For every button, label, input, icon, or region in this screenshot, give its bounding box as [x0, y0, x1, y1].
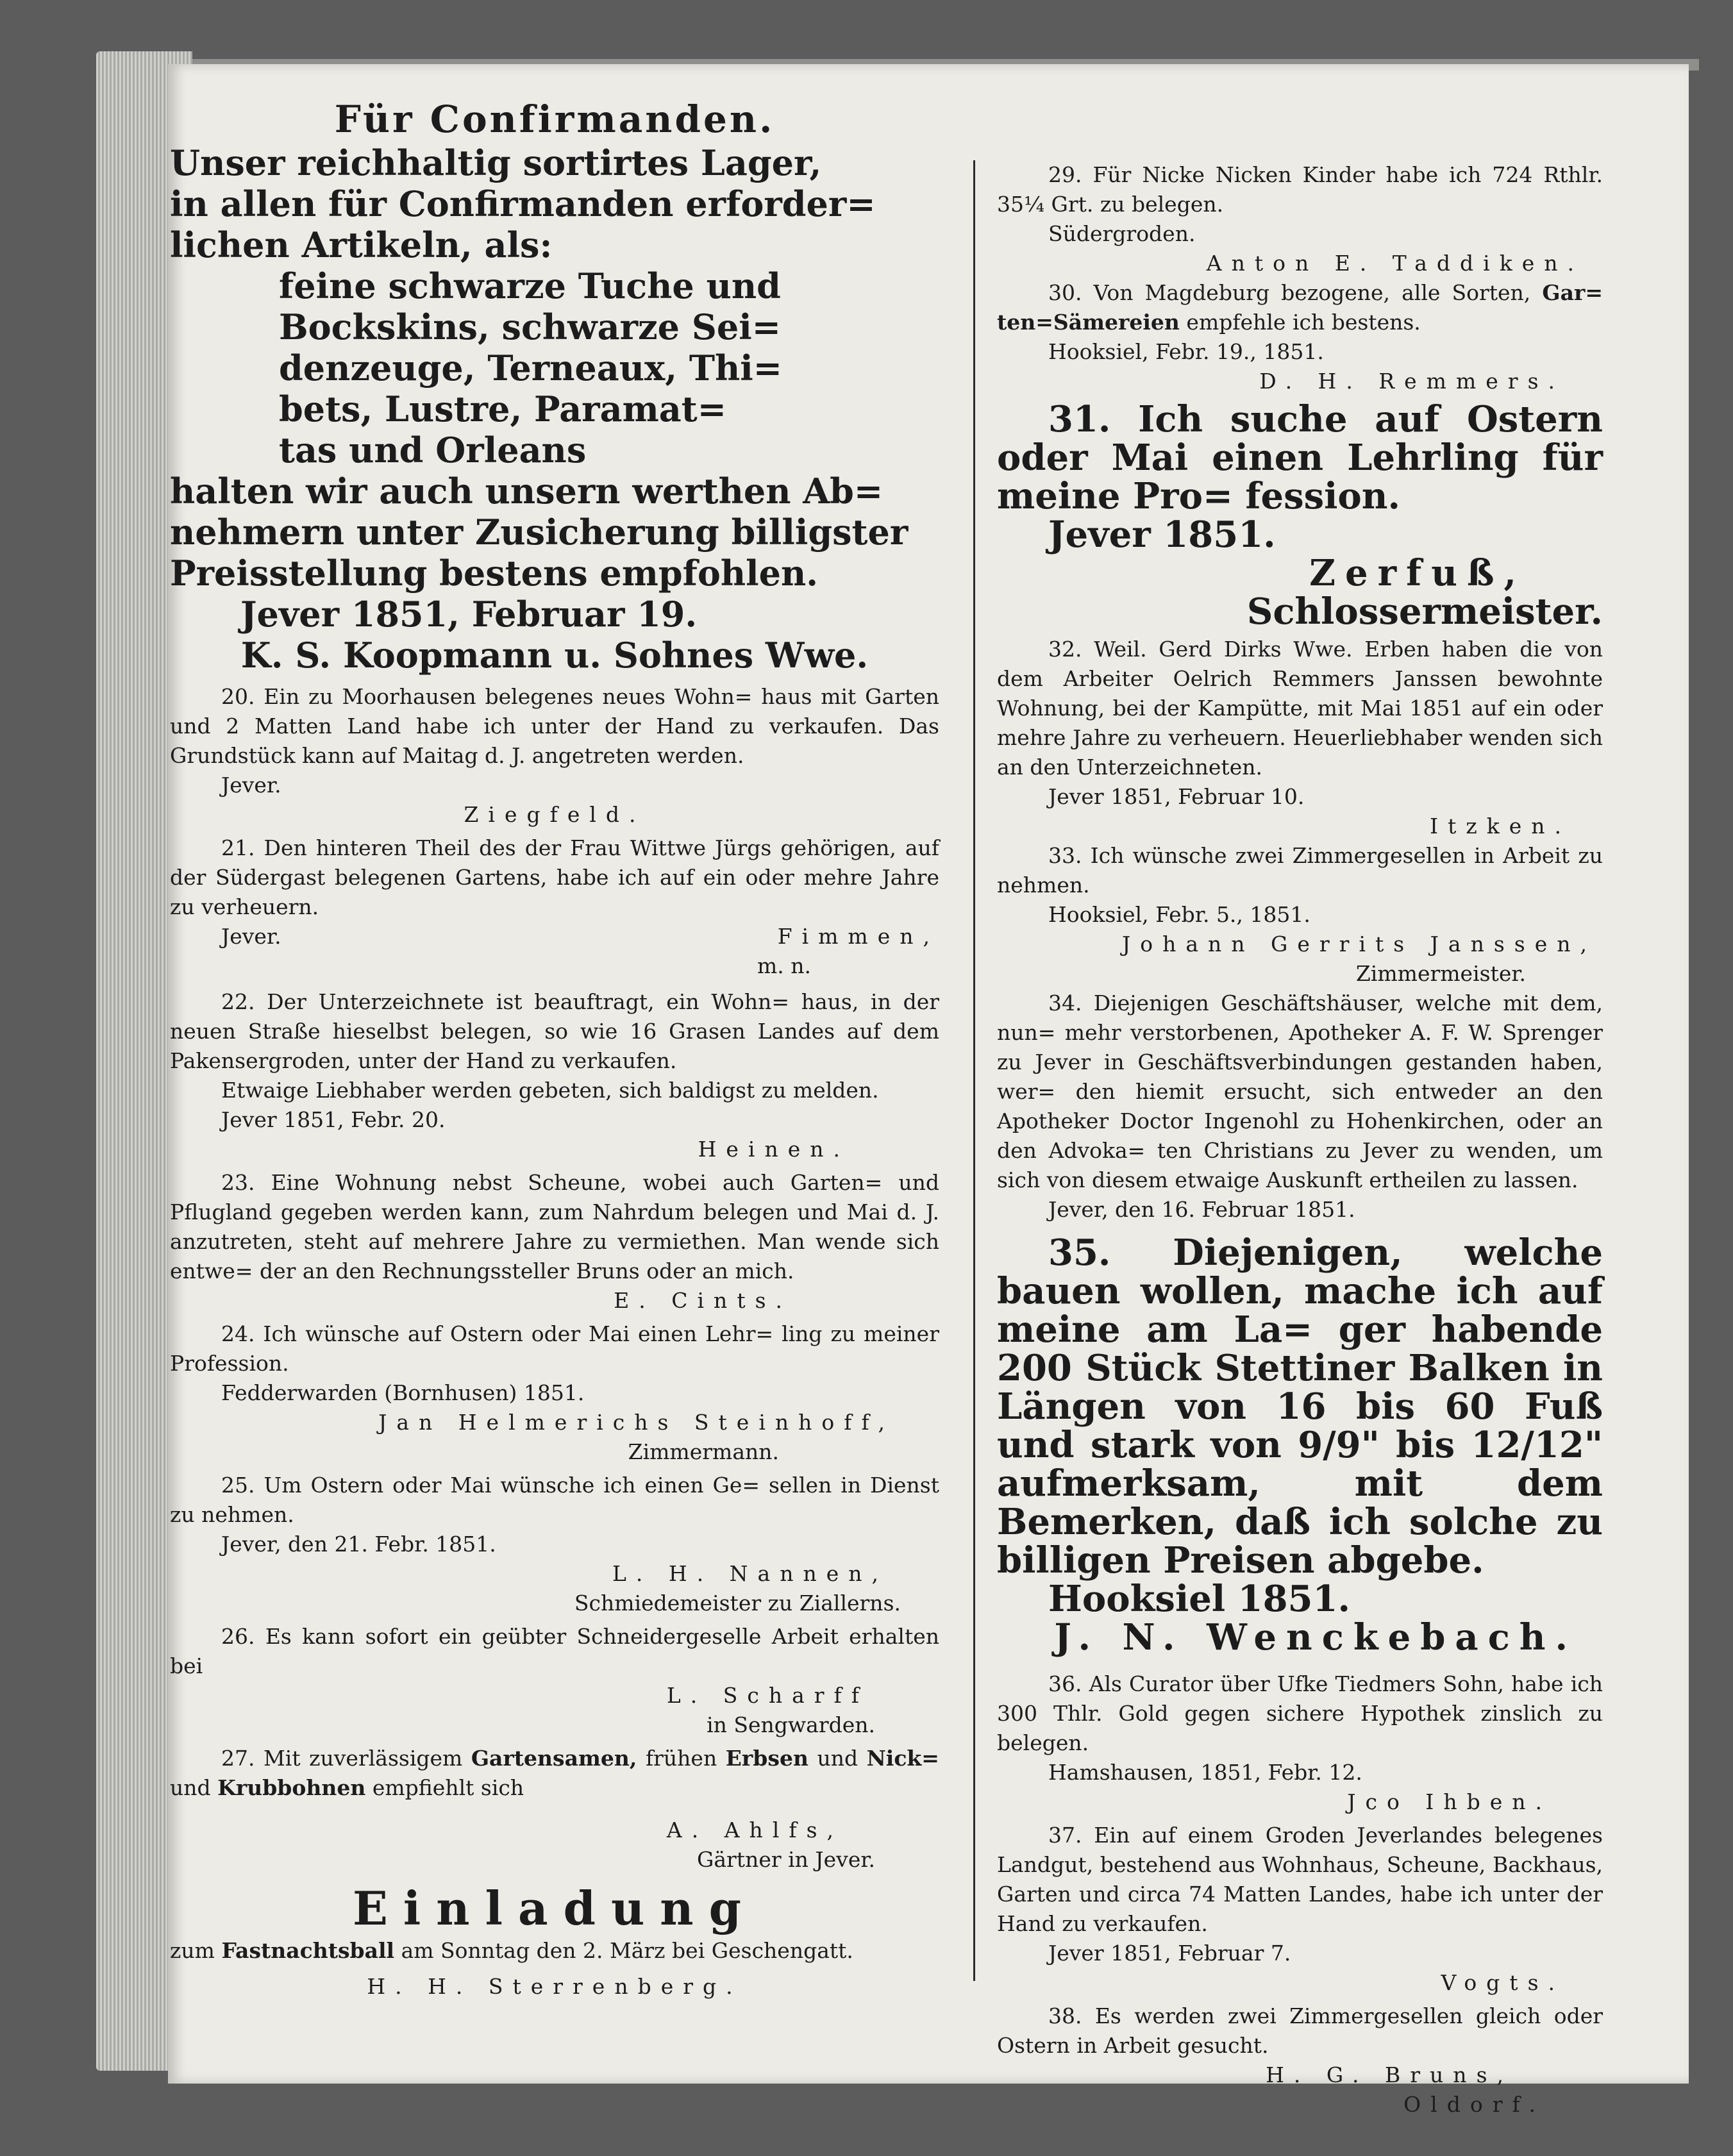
ad-30-text — [997, 278, 1603, 337]
ad-31-signature: Zerfuß, — [1309, 552, 1526, 594]
ad-29-signature: Anton E. Taddiken. — [1206, 251, 1584, 276]
ad-20-text: 20. Ein zu Moorhausen belegenes neues Wohn= haus mit Garten und 2 Matten Land habe ich unter der Hand zu verkaufen. Das Grundstück kann auf Maitag d. J. angetreten werden. — [170, 684, 939, 768]
column-divider — [973, 160, 975, 1981]
ad-27-bold-2: Erbsen — [725, 1746, 808, 1771]
ad-38-signature-2: Oldorf. — [1403, 2092, 1545, 2117]
ad-31-text: 31. Ich suche auf Ostern oder Mai einen Lehrling für meine Pro= fession. — [997, 398, 1603, 517]
ad-24-signature-2: Zimmermann. — [628, 1439, 779, 1464]
confirmanden-line-2: in allen für Confirmanden erforder= — [170, 183, 876, 224]
ad-31-signature-2: Schlossermeister. — [1246, 590, 1603, 633]
ad-29-place: Südergroden. — [1048, 221, 1196, 246]
ad-33-date: Hooksiel, Febr. 5., 1851. — [1048, 902, 1310, 927]
confirmanden-line-6: denzeuge, Terneaux, Thi= — [279, 347, 783, 389]
ad-24-date: Fedderwarden (Bornhusen) 1851. — [221, 1380, 585, 1405]
ad-21-text: 21. Den hinteren Theil des der Frau Wittwe Jürgs gehörigen, auf der Südergast belegenen Gartens, habe ich auf ein oder mehre Jahre zu verheuern. — [170, 835, 939, 919]
ad-27-text-4: empfiehlt sich — [372, 1775, 524, 1800]
ad-26-signature: L. Scharff — [666, 1683, 869, 1708]
right-column — [997, 96, 1603, 2119]
ad-36-date: Hamshausen, 1851, Febr. 12. — [1048, 1760, 1362, 1785]
ad-30-signature: D. H. Remmers. — [1259, 369, 1564, 394]
einladung-ad — [170, 1881, 939, 2001]
einladung-bold: Fastnachtsball — [221, 1938, 395, 1963]
ad-26-signature-2: in Sengwarden. — [707, 1712, 875, 1737]
ad-22-text: 22. Der Unterzeichnete ist beauftragt, ein Wohn= haus, in der neuen Straße hieselbst belegen, so wie 16 Grasen Landes auf dem Pakensergroden, unter der Hand zu verkaufen. — [170, 989, 939, 1073]
ad-27-text-1: frühen — [645, 1746, 717, 1771]
ad-33-signature: Johann Gerrits Janssen, — [1121, 932, 1596, 957]
ad-32-date: Jever 1851, Februar 10. — [1048, 784, 1305, 809]
einladung-text — [170, 1936, 939, 1966]
ad-27-num: 27. Mit zuverlässigem — [221, 1746, 463, 1771]
ad-23-text: 23. Eine Wohnung nebst Scheune, wobei auch Garten= und Pflugland gegeben werden kann, zum Nahrdum belegen und Mai d. J. anzutreten, steht auf mehrere Jahre zu vermiethen. Man wende sich entwe= der an den Rechnungssteller Bruns oder an mich. — [170, 1170, 939, 1283]
confirmanden-line-10: nehmern unter Zusicherung billigster — [170, 512, 908, 553]
ad-36-signature: Jco Ihben. — [1347, 1789, 1552, 1814]
confirmanden-line-4: feine schwarze Tuche und — [279, 265, 781, 306]
ad-35-signature: J. N. Wenckebach. — [1054, 1616, 1577, 1659]
ad-24-signature: Jan Helmerichs Steinhoff, — [378, 1410, 894, 1435]
ad-30-bold: Gar= ten=Sämereien — [997, 280, 1603, 335]
confirmanden-line-1: Unser reichhaltig sortirtes Lager, — [170, 142, 822, 183]
ad-27-signature: A. Ahlfs, — [666, 1818, 843, 1843]
ad-36-text: 36. Als Curator über Ufke Tiedmers Sohn, habe ich 300 Thlr. Gold gegen sichere Hypothek zinslich zu belegen. — [997, 1671, 1603, 1755]
ad-37-date: Jever 1851, Februar 7. — [1048, 1941, 1291, 1966]
ad-35-text-1: 35. Diejenigen, welche bauen wollen, mache ich auf meine am La= ger habende — [997, 1232, 1603, 1351]
ad-30-text-2: empfehle ich bestens. — [1186, 310, 1421, 335]
ad-27-text-3: und — [170, 1775, 211, 1800]
ad-25-date: Jever, den 21. Febr. 1851. — [221, 1532, 496, 1557]
ad-33-signature-2: Zimmermeister. — [1355, 961, 1526, 986]
ad-37-text: 37. Ein auf einem Groden Jeverlandes belegenes Landgut, bestehend aus Wohnhaus, Scheune, Backhaus, Garten und circa 74 Matten Landes, habe ich unter der Hand zu verkaufen. — [997, 1823, 1603, 1936]
confirmanden-line-3: lichen Artikeln, als: — [170, 224, 553, 265]
confirmanden-line-8: tas und Orleans — [279, 430, 587, 471]
ad-35-text-2: in Längen von 16 bis 60 Fuß und stark von 9/9" bis 12/12" aufmerksam, mit dem Bemerken, daß ich solche zu billigen Preisen abgebe. — [997, 1347, 1603, 1582]
ad-27-bold-4: Krubbohnen — [217, 1775, 366, 1800]
ad-27-signature-2: Gärtner in Jever. — [697, 1847, 875, 1872]
ad-20-signature: Ziegfeld. — [464, 802, 646, 827]
ad-25-text: 25. Um Ostern oder Mai wünsche ich einen Ge= sellen in Dienst zu nehmen. — [170, 1473, 939, 1527]
confirmanden-line-9: halten wir auch unsern werthen Ab= — [170, 471, 883, 512]
ad-30-date: Hooksiel, Febr. 19., 1851. — [1048, 339, 1324, 364]
ad-27-text-2: und — [817, 1746, 858, 1771]
ad-26-text: 26. Es kann sofort ein geübter Schneidergeselle Arbeit erhalten bei — [170, 1624, 939, 1678]
ad-35-bold: 200 Stück Stettiner Balken — [997, 1347, 1550, 1389]
ad-27-bold-3: Nick= — [866, 1746, 939, 1771]
confirmanden-line-11: Preisstellung bestens empfohlen. — [170, 553, 819, 594]
ad-27-bold-1: Gartensamen, — [471, 1746, 637, 1771]
ad-25-signature-2: Schmiedemeister zu Ziallerns. — [574, 1591, 901, 1616]
confirmanden-date: Jever 1851, Februar 19. — [240, 594, 698, 635]
einladung-signature: H. H. Sterrenberg. — [367, 1974, 742, 1999]
left-column — [170, 96, 939, 2001]
confirmanden-line-7: bets, Lustre, Paramat= — [279, 389, 726, 430]
einladung-text-1: zum — [170, 1938, 215, 1963]
ad-30-text-1: 30. Von Magdeburg bezogene, alle Sorten, — [1048, 280, 1531, 305]
ad-34-text: 34. Diejenigen Geschäftshäuser, welche mit dem, nun= mehr verstorbenen, Apotheker A. F. W. Sprenger zu Jever in Geschäftsverbindungen gestanden haben, wer= den hiemit ersucht, sich entweder an den Apotheker Doctor Ingenohl zu Hohenkirchen, oder an den Advoka= ten Christians zu Jever zu wenden, um sich von diesem etwaige Auskunft ertheilen zu lassen. — [997, 990, 1603, 1192]
ad-21-place: Jever. — [221, 924, 281, 949]
ad-22-signature: Heinen. — [698, 1137, 850, 1162]
einladung-text-2: am Sonntag den 2. März bei Geschengatt. — [401, 1938, 853, 1963]
ad-35-text — [997, 1233, 1603, 1580]
ad-35-date: Hooksiel 1851. — [1048, 1578, 1350, 1620]
ad-32-text: 32. Weil. Gerd Dirks Wwe. Erben haben die von dem Arbeiter Oelrich Remmers Janssen bewohnte Wohnung, bei der Kampütte, mit Mai 1851 auf ein oder mehre Jahre zu verheuern. Heuerliebhaber wenden sich an den Unterzeichneten. — [997, 637, 1603, 780]
confirmanden-signature: K. S. Koopmann u. Sohnes Wwe. — [240, 635, 869, 676]
ad-37-signature: Vogts. — [1441, 1970, 1564, 1995]
ad-31-date: Jever 1851. — [1048, 514, 1276, 556]
ad-38-signature: H. G. Bruns, — [1266, 2062, 1513, 2087]
confirmanden-line-5: Bockskins, schwarze Sei= — [279, 306, 781, 347]
ad-23-signature: E. Cints. — [614, 1288, 792, 1313]
ad-24-text: 24. Ich wünsche auf Ostern oder Mai einen Lehr= ling zu meiner Profession. — [170, 1321, 939, 1376]
ad-27-text — [170, 1744, 939, 1803]
einladung-title: Einladung — [353, 1881, 757, 1935]
ad-25-signature: L. H. Nannen, — [612, 1561, 888, 1586]
ad-22-date: Jever 1851, Febr. 20. — [221, 1107, 446, 1132]
ad-29-text: 29. Für Nicke Nicken Kinder habe ich 724 Rthlr. 35¼ Grt. zu belegen. — [997, 162, 1603, 217]
ad-21-signature-2: m. n. — [757, 953, 811, 978]
ad-22-text-b: Etwaige Liebhaber werden gebeten, sich baldigst zu melden. — [221, 1078, 879, 1103]
confirmanden-ad — [170, 96, 939, 676]
ad-33-text: 33. Ich wünsche zwei Zimmergesellen in Arbeit zu nehmen. — [997, 843, 1603, 898]
ad-21-signature: Fimmen, — [777, 924, 939, 949]
ad-20-place: Jever. — [221, 773, 281, 798]
ad-34-date: Jever, den 16. Februar 1851. — [1048, 1197, 1355, 1222]
ad-38-text: 38. Es werden zwei Zimmergesellen gleich oder Ostern in Arbeit gesucht. — [997, 2003, 1603, 2058]
ad-32-signature: Itzken. — [1430, 814, 1571, 839]
confirmanden-title: Für Confirmanden. — [334, 97, 775, 141]
